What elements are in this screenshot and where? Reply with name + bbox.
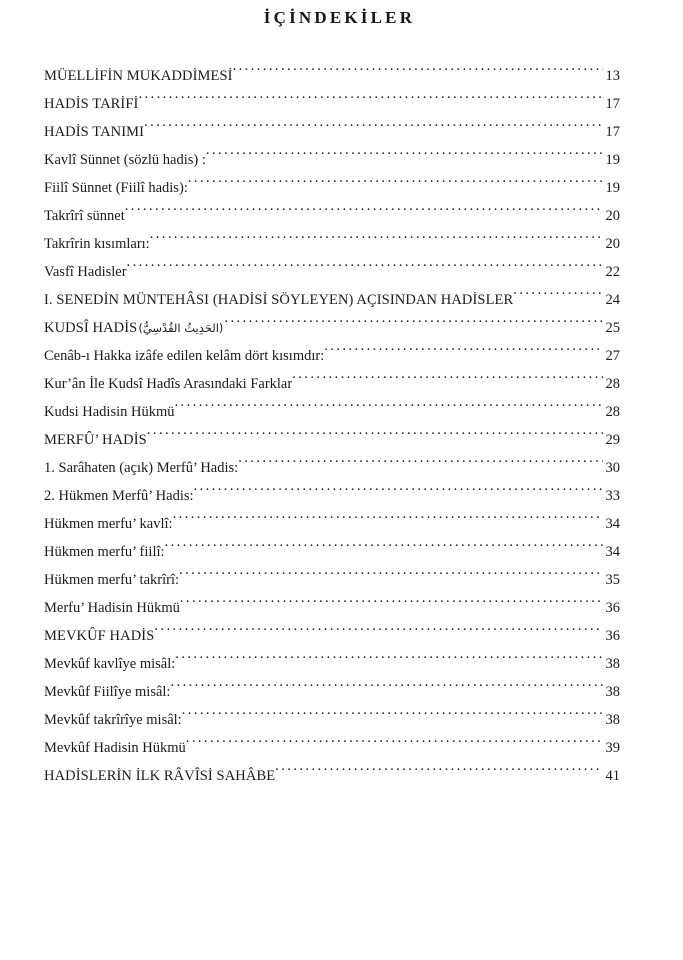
toc-entry-page-number: 20 [605, 208, 620, 225]
toc-entry[interactable] [44, 622, 620, 650]
toc-entry-arabic-title: (الحَدِيثُ القُدْسِيُّ) [138, 321, 224, 336]
toc-entry[interactable] [44, 202, 620, 230]
toc-entry-page-number: 24 [605, 292, 620, 309]
dot-leader [165, 542, 603, 557]
toc-entry[interactable] [44, 482, 620, 510]
toc-entry[interactable] [44, 398, 620, 426]
toc-entry-page-number: 35 [605, 572, 620, 589]
toc-entry[interactable] [44, 678, 620, 706]
dot-leader [206, 150, 603, 165]
toc-entry-page-number: 20 [605, 236, 620, 253]
toc-entry-page-number: 28 [605, 404, 620, 421]
toc-entry-page-number: 36 [605, 600, 620, 617]
dot-leader [154, 626, 603, 641]
toc-entry-label: Hükmen merfu’ fiilî: [44, 544, 165, 561]
dot-leader [179, 570, 603, 585]
toc-entry-page-number: 38 [605, 712, 620, 729]
toc-entry-label: Merfu’ Hadisin Hükmü [44, 600, 180, 617]
toc-entry-page-number: 17 [605, 96, 620, 113]
toc-entry-label: Cenâb-ı Hakka izâfe edilen kelâm dört kısımdır: [44, 348, 325, 365]
toc-entry[interactable] [44, 370, 620, 398]
toc-entry-page-number: 28 [605, 376, 620, 393]
toc-entry-label: MERFÛ’ HADİS [44, 432, 147, 449]
toc-entry[interactable] [44, 426, 620, 454]
dot-leader [194, 486, 603, 501]
toc-entry-page-number: 25 [605, 320, 620, 337]
toc-entry-page-number: 22 [605, 264, 620, 281]
toc-entry-label: Mevkûf Fiilîye misâl: [44, 684, 171, 701]
toc-entry-page-number: 38 [605, 656, 620, 673]
toc-entry[interactable] [44, 258, 620, 286]
toc-entry-label: Vasfî Hadisler [44, 264, 127, 281]
dot-leader [186, 738, 603, 753]
dot-leader [233, 66, 603, 81]
toc-entry-page-number: 38 [605, 684, 620, 701]
toc-entry-page-number: 41 [605, 768, 620, 785]
dot-leader [175, 402, 604, 417]
dot-leader [180, 598, 603, 613]
toc-entry[interactable] [44, 650, 620, 678]
dot-leader [138, 94, 603, 109]
table-of-contents-list [0, 28, 683, 790]
dot-leader [144, 122, 603, 137]
dot-leader [147, 430, 603, 445]
toc-entry[interactable] [44, 174, 620, 202]
toc-entry-page-number: 33 [605, 488, 620, 505]
toc-entry-label: Kudsi Hadisin Hükmü [44, 404, 175, 421]
dot-leader [324, 346, 603, 361]
toc-entry-page-number: 19 [605, 152, 620, 169]
toc-entry-page-number: 13 [605, 68, 620, 85]
toc-entry[interactable] [44, 734, 620, 762]
dot-leader [175, 654, 603, 669]
toc-entry-page-number: 36 [605, 628, 620, 645]
toc-entry-label: KUDSÎ HADİS [44, 320, 138, 337]
toc-entry-label: Mevkûf kavlîye misâl: [44, 656, 176, 673]
toc-entry-page-number: 27 [605, 348, 620, 365]
toc-entry-label: Fiilî Sünnet (Fiilî hadis): [44, 180, 188, 197]
toc-entry-label: Mevkûf Hadisin Hükmü [44, 740, 186, 757]
toc-entry-label: HADİS TANIMI [44, 124, 145, 141]
dot-leader [127, 262, 603, 277]
toc-entry-label: HADİS TARİFİ [44, 96, 139, 113]
toc-entry[interactable] [44, 62, 620, 90]
toc-entry-label: Takrîrin kısımları: [44, 236, 150, 253]
toc-entry[interactable] [44, 118, 620, 146]
toc-entry-label: Hükmen merfu’ kavlî: [44, 516, 173, 533]
toc-entry[interactable] [44, 90, 620, 118]
toc-entry-page-number: 17 [605, 124, 620, 141]
dot-leader [513, 290, 603, 305]
toc-entry-label: Mevkûf takrîrîye misâl: [44, 712, 182, 729]
dot-leader [150, 234, 603, 249]
toc-entry[interactable] [44, 230, 620, 258]
toc-entry-label: Kur’ân İle Kudsî Hadîs Arasındaki Farklar [44, 376, 293, 393]
toc-entry-label: Takrîrî sünnet [44, 208, 125, 225]
toc-entry-label: I. SENEDİN MÜNTEHÂSI (HADİSİ SÖYLEYEN) AÇISINDAN HADİSLER [44, 292, 514, 309]
toc-entry[interactable] [44, 762, 620, 790]
toc-entry[interactable] [44, 314, 620, 342]
toc-entry-label: HADİSLERİN İLK RÂVÎSİ SAHÂBE [44, 768, 276, 785]
toc-entry-page-number: 34 [605, 544, 620, 561]
toc-entry-page-number: 39 [605, 740, 620, 757]
toc-entry[interactable] [44, 706, 620, 734]
toc-entry-label: 1. Sarâhaten (açık) Merfû’ Hadis: [44, 460, 239, 477]
dot-leader [188, 178, 603, 193]
toc-entry[interactable] [44, 510, 620, 538]
toc-entry-page-number: 30 [605, 460, 620, 477]
toc-entry[interactable] [44, 566, 620, 594]
toc-entry-page-number: 29 [605, 432, 620, 449]
toc-entry[interactable] [44, 538, 620, 566]
page-title: İÇİNDEKİLER [263, 8, 416, 27]
dot-leader [125, 206, 603, 221]
dot-leader [224, 318, 603, 333]
toc-entry[interactable] [44, 286, 620, 314]
toc-entry-label: MEVKÛF HADİS [44, 628, 155, 645]
dot-leader [292, 374, 603, 389]
toc-entry-label: Kavlî Sünnet (sözlü hadis) : [44, 152, 206, 169]
toc-entry-label: 2. Hükmen Merfû’ Hadis: [44, 488, 194, 505]
toc-entry[interactable] [44, 454, 620, 482]
toc-entry-label: Hükmen merfu’ takrîrî: [44, 572, 180, 589]
toc-entry-page-number: 19 [605, 180, 620, 197]
dot-leader [275, 766, 603, 781]
dot-leader [238, 458, 603, 473]
dot-leader [173, 514, 603, 529]
dot-leader [170, 682, 603, 697]
toc-entry-label: MÜELLİFİN MUKADDİMESİ [44, 68, 233, 85]
toc-entry[interactable] [44, 342, 620, 370]
toc-entry[interactable] [44, 594, 620, 622]
dot-leader [182, 710, 603, 725]
toc-entry-page-number: 34 [605, 516, 620, 533]
toc-entry[interactable] [44, 146, 620, 174]
